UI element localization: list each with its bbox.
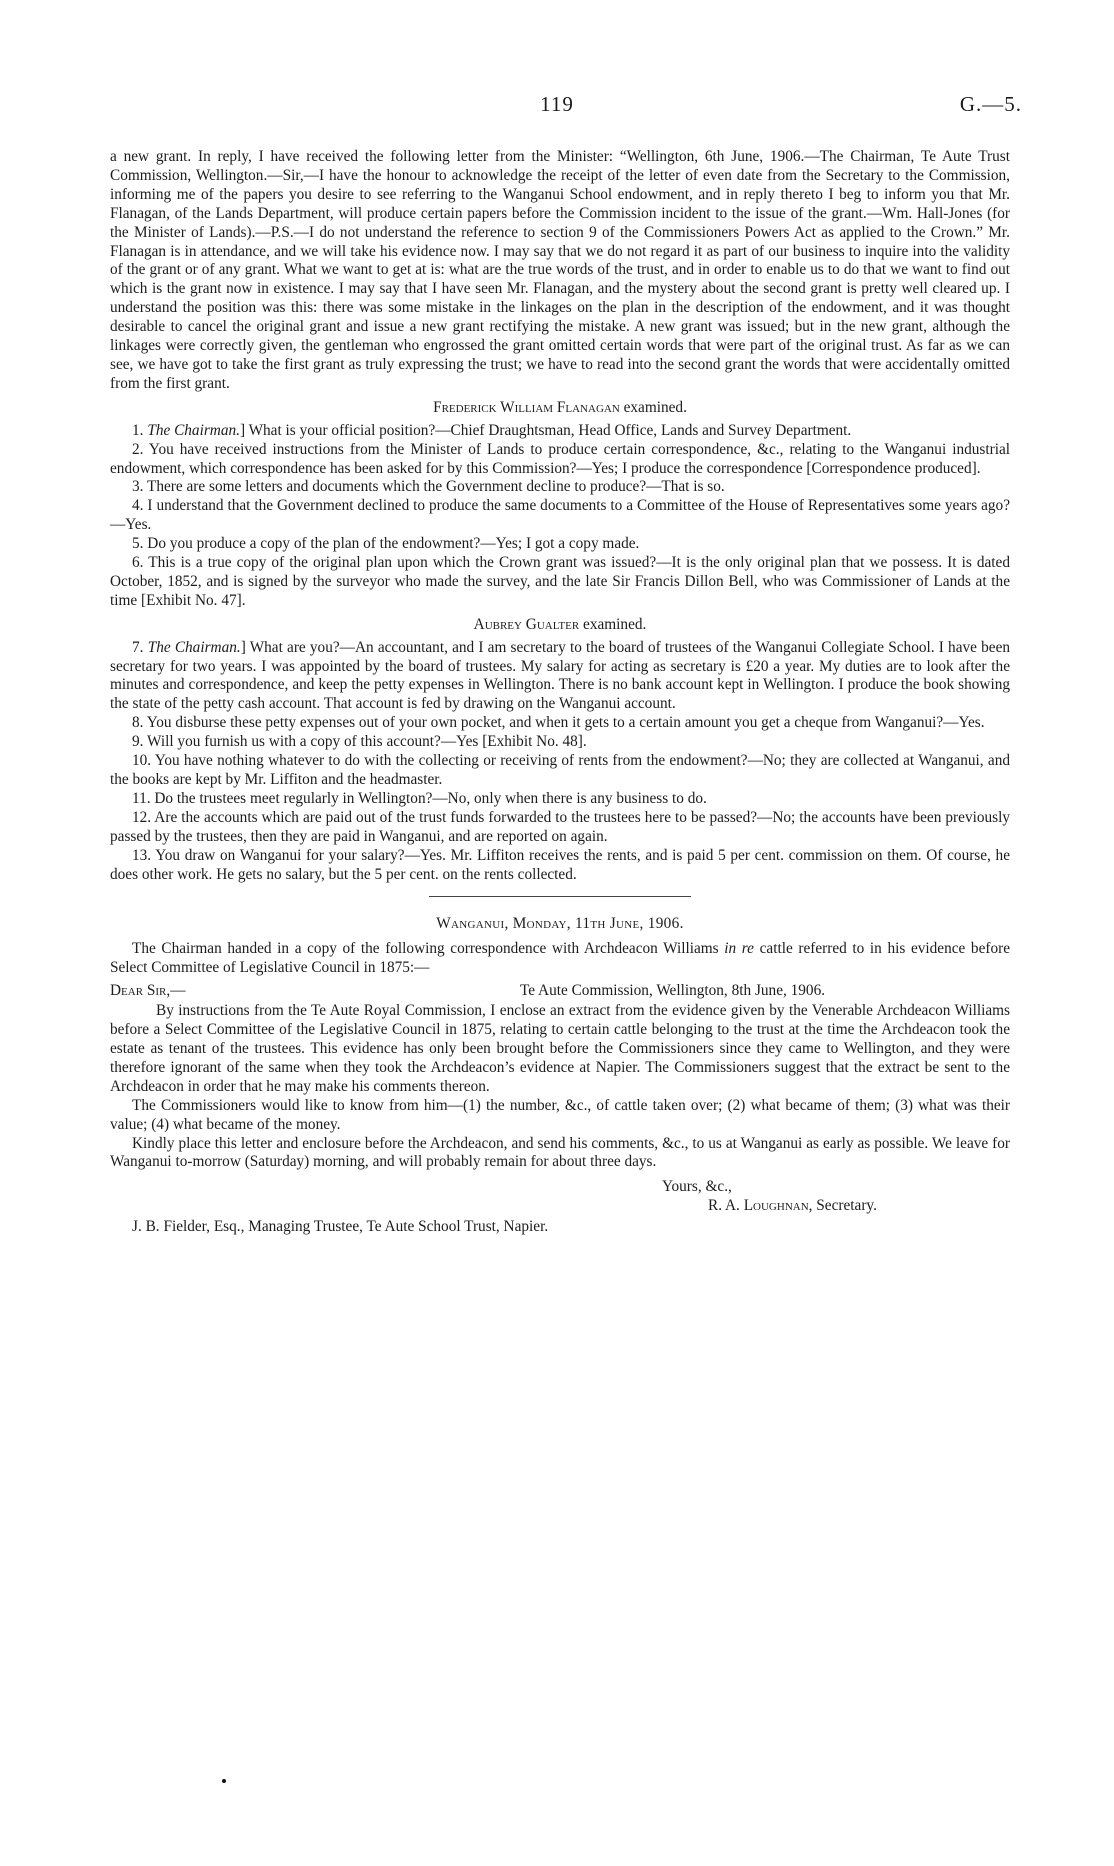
question-9: 9. Will you furnish us with a copy of this account?—Yes [Exhibit No. 48]. [132,733,587,751]
question-3: 3. There are some letters and documents which the Government decline to produce?—That is so. [132,478,725,496]
letter-paragraph-3: Kindly place this letter and enclosure before the Archdeacon, and send his comments, &c., to us at Wanganui as early as possible. We leave for Wanganui to-morrow (Saturday) morning, and will probably remain for about three days. [110,1134,1010,1171]
question-number: 7. [132,638,144,656]
letter-signature [110,1197,1010,1216]
witness-name: Frederick William Flanagan [433,398,620,416]
speaker: The Chairman. [147,421,240,439]
page-body [110,148,1010,1237]
question-13: 13. You draw on Wanganui for your salary?—Yes. Mr. Liffiton receives the rents, and is paid 5 per cent. commission on them. Of course, he does other work. He gets no salary, but the 5 per cent. on the rents collected. [110,846,1010,883]
witness-heading-gualter [110,616,1010,635]
latin-phrase: in re [724,940,754,958]
intro-paragraph: a new grant. In reply, I have received the following letter from the Minister: “Wellington, 6th June, 1906.—The Chairman, Te Aute Trust Commission, Wellington.—Sir,—I have the honour to acknowledge the receipt of the letter of even date from the Secretary to the Commission, informing me of the papers you desire to see referring to the Wanganui School endowment, and in reply thereto I beg to inform you that Mr. Flanagan, of the Lands Department, will produce certain papers before the Commission incident to the issue of the grant.—Wm. Hall-Jones (for the Minister of Lands).—P.S.—I do not understand the reference to section 9 of the Commissioners Powers Act as applied to the Crown.” Mr. Flanagan is in attendance, and we will take his evidence now. I may say that we do not regard it as part of our business to inquire into the validity of the grant or of any grant. What we want to get at is: what are the true words of the trust, and in order to enable us to do that we want to find out which is the grant now in existence. I may say that I have seen Mr. Flanagan, and the mystery about the second grant is pretty well cleared up. I understand the position was this: there was some mistake in the linkages on the plan in the description of the endowment, and it was thought desirable to cancel the original grant and issue a new grant rectifying the mistake. A new grant was issued; but in the new grant, although the linkages were correctly given, the gentleman who engrossed the grant omitted certain words that were part of the original trust. As far as we can see, we have got to take the first grant as truly expressing the trust; we have to read into the second grant the words that were accidentally omitted from the first grant. [110,148,1010,392]
sitting-intro [110,940,1010,978]
signatory-name: R. A. Loughnan [708,1197,809,1215]
witness-heading-flanagan [110,399,1010,418]
question-4: 4. I understand that the Government declined to produce the same documents to a Committee of the House of Representatives some years ago?—Yes. [110,497,1010,534]
letter-paragraph-2: The Commissioners would like to know from him—(1) the number, &c., of cattle taken over; (2) what became of them; (3) what was their value; (4) what became of the money. [110,1096,1010,1133]
section-divider [429,896,691,897]
question-number: 1. [132,421,144,439]
witness-name: Aubrey Gualter [473,615,580,633]
letter-closing: Yours, &c., [662,1178,732,1196]
sitting-intro-text: The Chairman handed in a copy of the following correspondence with Archdeacon Williams [132,940,725,958]
question-text: ] What are you?—An accountant, and I am secretary to the board of trustees of the Wanganui Collegiate School. I have been secretary for two years. I was appointed by the board of trustees. My salary for acting as secretary is £20 a year. My duties are to look after the minutes and correspondence, and keep the petty expenses in Wellington. There is no bank account kept in Wellington. I produce the book showing the state of the petty cash account. That account is fed by drawing on the Wanganui account. [110,638,1011,713]
question-7 [110,639,1010,715]
question-5: 5. Do you produce a copy of the plan of the endowment?—Yes; I got a copy made. [132,535,640,553]
question-8: 8. You disburse these petty expenses out of your own pocket, and when it gets to a certain amount you get a cheque from Wanganui?—Yes. [132,714,985,732]
signatory-title: , Secretary. [808,1197,877,1215]
page-number: 119 [540,92,574,116]
letter-addressee: J. B. Fielder, Esq., Managing Trustee, Te Aute School Trust, Napier. [132,1218,549,1236]
speaker: The Chairman. [147,638,241,656]
letter-place-date: Te Aute Commission, Wellington, 8th June, 1906. [520,982,826,1000]
letter-header [110,982,1010,1002]
document-reference: G.—5. [959,92,1022,116]
examined-label: examined. [583,615,647,633]
question-2: 2. You have received instructions from the Minister of Lands to produce certain correspondence, &c., relating to the Wanganui industrial endowment, which correspondence has been asked for by this Commission?—Yes; I produce the correspondence [Correspondence produced]. [110,440,1010,477]
sitting-date-heading: Wanganui, Monday, 11th June, 1906. [436,915,684,933]
question-1 [110,422,1010,441]
letter-paragraph-1: By instructions from the Te Aute Royal Commission, I enclose an extract from the evidence given by the Venerable Archdeacon Williams before a Select Committee of the Legislative Council in 1875, relating to certain cattle belonging to the trust at the time the Archdeacon took the estate as tenant of the trustees. This evidence has only been brought before the Commissioners since they came to Wellington, and they were therefore ignorant of the same when they took the Archdeacon’s evidence at Napier. The Commissioners suggest that the extract be sent to the Archdeacon in order that he may make his comments thereon. [110,1002,1010,1095]
examined-label: examined. [623,398,687,416]
ink-mark [222,1779,226,1783]
question-11: 11. Do the trustees meet regularly in Wellington?—No, only when there is any business to do. [132,789,707,807]
question-6: 6. This is a true copy of the original plan upon which the Crown grant was issued?—It is the only original plan that we possess. It is dated October, 1852, and is signed by the surveyor who made the survey, and the late Sir Francis Dillon Bell, who was Commissioner of Lands at the time [Exhibit No. 47]. [110,554,1010,609]
question-12: 12. Are the accounts which are paid out of the trust funds forwarded to the trustees here to be passed?—No; the accounts have been previously passed by the trustees, then they are paid in Wanganui, and are reported on again. [110,808,1010,845]
question-10: 10. You have nothing whatever to do with the collecting or receiving of rents from the endowment?—No; they are collected at Wanganui, and the books are kept by Mr. Liffiton and the headmaster. [110,752,1010,788]
question-text: ] What is your official position?—Chief Draughtsman, Head Office, Lands and Survey Department. [239,421,852,439]
letter-salutation: Dear Sir,— [110,982,186,1000]
sitting-intro-text: cattle referred to in his evidence before Select Committee of Legislative Council in 1875:— [110,940,1010,977]
